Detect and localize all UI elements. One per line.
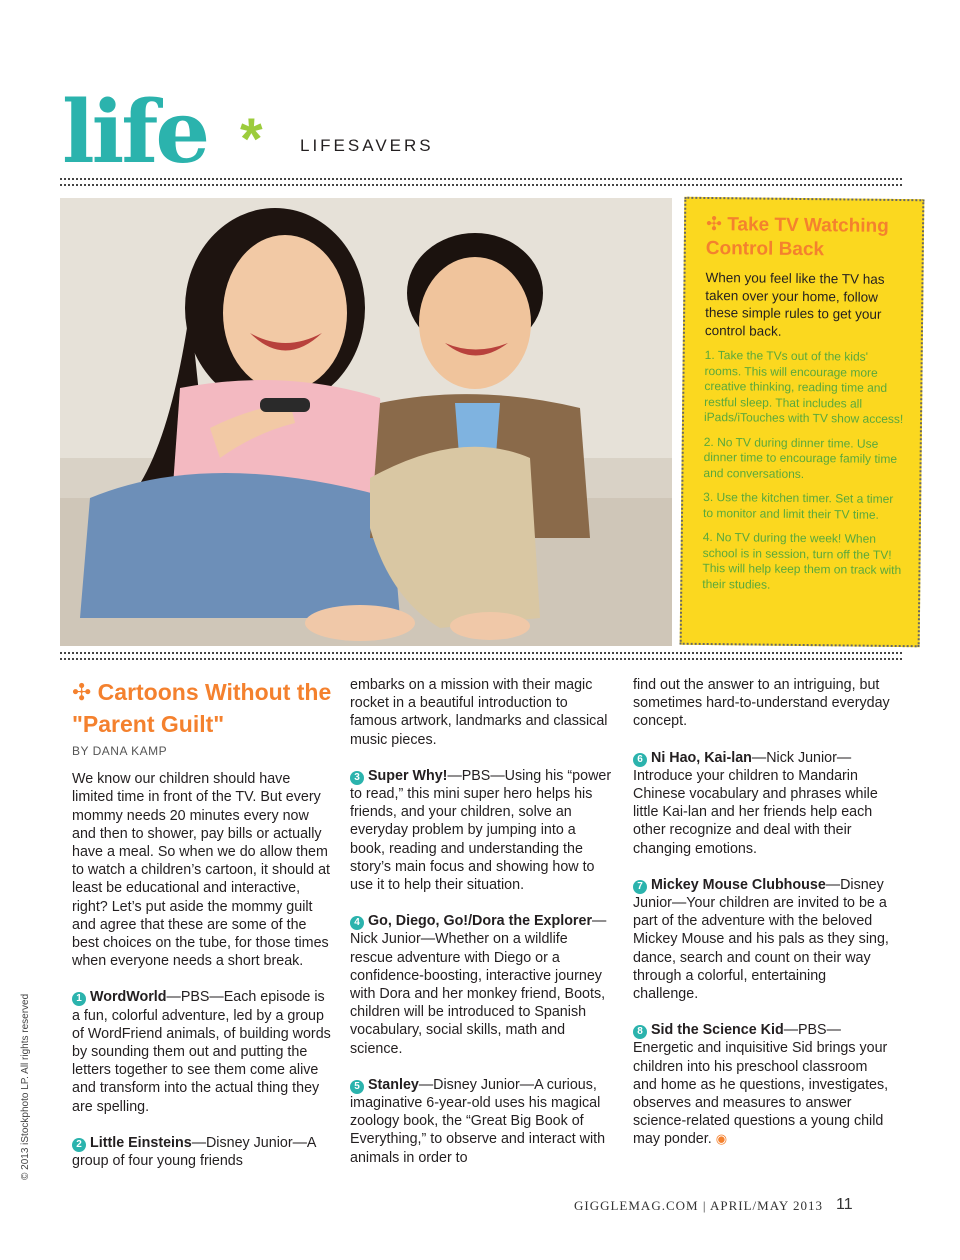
tv-tips-sidebar xyxy=(680,197,925,647)
photo-illustration xyxy=(60,198,672,646)
show-name: Little Einsteins xyxy=(90,1134,192,1151)
sidebar-tip: 4. No TV during the week! When school is in session, turn off the TV! This will help keep them on track with their studies. xyxy=(702,529,902,592)
section-label: LIFESAVERS xyxy=(300,136,434,155)
show-description: —Disney Junior—A curious, imaginative 6-year-old uses his magical zoology book, the “Great Big Book of Everything,” to observe and interact with animals in order to xyxy=(350,1076,606,1166)
show-description: —Nick Junior—Whether on a wildlife rescue adventure with Diego or a confidence-boosting, interactive journey with Dora and her monkey friend, Boots, children will be introduced to Spanish vocabulary, social skills, math and science. xyxy=(350,913,607,1057)
number-badge: 2 xyxy=(72,1138,86,1152)
show-entry xyxy=(350,1076,612,1167)
sidebar-tip: 3. Use the kitchen timer. Set a timer to monitor and limit their TV time. xyxy=(702,489,894,522)
section-logo: life xyxy=(62,82,208,183)
show-name: Mickey Mouse Clubhouse xyxy=(651,876,826,893)
article-column-2 xyxy=(350,676,612,1185)
sidebar-intro: When you feel like the TV has taken over your home, follow these simple rules to get your control back. xyxy=(704,269,885,339)
asterisk-icon: * xyxy=(240,107,263,172)
show-entry xyxy=(633,876,895,1003)
show-name: Stanley xyxy=(368,1076,419,1093)
show-name: Go, Diego, Go!/Dora the Explorer xyxy=(368,913,593,930)
show-entry xyxy=(350,912,612,1058)
show-name: Sid the Science Kid xyxy=(651,1022,784,1039)
section-header xyxy=(62,82,902,183)
show-description: —PBS—Using his “power to read,” this mini super hero helps his friends, and your children, solve an everyday problem by jumping into a book, reading and understanding the story’s main focus and showing how to use it to help their situation. xyxy=(350,767,612,894)
show-entry xyxy=(72,1134,334,1170)
show-description: —Disney Junior—Your children are invited to be a part of the adventure with the beloved Mickey Mouse and his pals as they sing, dance, search and count on their way through a colorful, entertaining challenge. xyxy=(633,876,889,1003)
show-description: —Nick Junior—Introduce your children to Mandarin Chinese vocabulary and phrases while little Kai-lan and her friends help each other recognize and deal with their changing emotions. xyxy=(633,749,878,857)
number-badge: 4 xyxy=(350,916,364,930)
footer-site-issue: GIGGLEMAG.COM | APRIL/MAY 2013 xyxy=(574,1198,824,1213)
show-description: —PBS—Each episode is a fun, colorful adventure, led by a group of WordFriend animals, of building words by sounding them out and putting the letters together to see them come alive and transform into the actual thing they are spelling. xyxy=(72,989,331,1115)
show-description: —PBS—Energetic and inquisitive Sid brings your children into his preschool classroom and home as he questions, investigates, observes and measures to answer science-related questions a young child may ponder. xyxy=(633,1022,889,1148)
show-entry xyxy=(633,1021,895,1148)
photo-kids-watching-tv xyxy=(60,198,672,646)
article-intro: We know our children should have limited time in front of the TV. But every mommy needs 20 minutes every now and then to shower, pay bills or actually have a meal. So when we do allow them to watch a children’s cartoon, it should at least be educational and interactive, right? Let’s put aside the mommy guilt and agree that these are some of the best choices on the tube, for those times when everyone needs a short break. xyxy=(72,771,331,970)
number-badge: 5 xyxy=(350,1080,364,1094)
article-title: ✣ Cartoons Without the "Parent Guilt" xyxy=(72,679,332,737)
end-mark-icon: ◉ xyxy=(715,1131,728,1147)
dotted-divider-top xyxy=(60,178,902,186)
show-name: Ni Hao, Kai-lan xyxy=(651,749,752,766)
article-column-1 xyxy=(72,676,334,1188)
dotted-divider-middle xyxy=(60,652,902,660)
show-entry xyxy=(72,988,334,1115)
photo-credit: © 2013 iStockphoto LP. All rights reserved xyxy=(20,993,31,1180)
show-name: Super Why! xyxy=(368,767,448,784)
show-description: —Disney Junior—A group of four young friends xyxy=(72,1134,316,1170)
sidebar-tip: 2. No TV during dinner time. Use dinner time to encourage family time and conversations. xyxy=(703,434,898,481)
sidebar-title: ✣ Take TV Watching Control Back xyxy=(705,213,889,261)
show-entry xyxy=(350,767,612,894)
show-description-continued: embarks on a mission with their magic rocket in a beautiful introduction to famous artwork, landmarks and classical music pieces. xyxy=(350,677,608,748)
number-badge: 3 xyxy=(350,771,364,785)
show-name: WordWorld xyxy=(90,989,167,1006)
page-number: 11 xyxy=(836,1196,853,1213)
number-badge: 7 xyxy=(633,880,647,894)
article-byline: BY DANA KAMP xyxy=(72,744,168,758)
show-entry xyxy=(633,749,895,858)
article-column-3 xyxy=(633,676,895,1167)
number-badge: 8 xyxy=(633,1025,647,1039)
sidebar-tip: 1. Take the TVs out of the kids' rooms. This will encourage more creative thinking, reading time and restful sleep. That includes all iPads/iTouches with TV show access! xyxy=(703,347,904,427)
number-badge: 1 xyxy=(72,992,86,1006)
number-badge: 6 xyxy=(633,753,647,767)
show-description-continued: find out the answer to an intriguing, but sometimes hard-to-understand everyday concept. xyxy=(633,677,890,730)
